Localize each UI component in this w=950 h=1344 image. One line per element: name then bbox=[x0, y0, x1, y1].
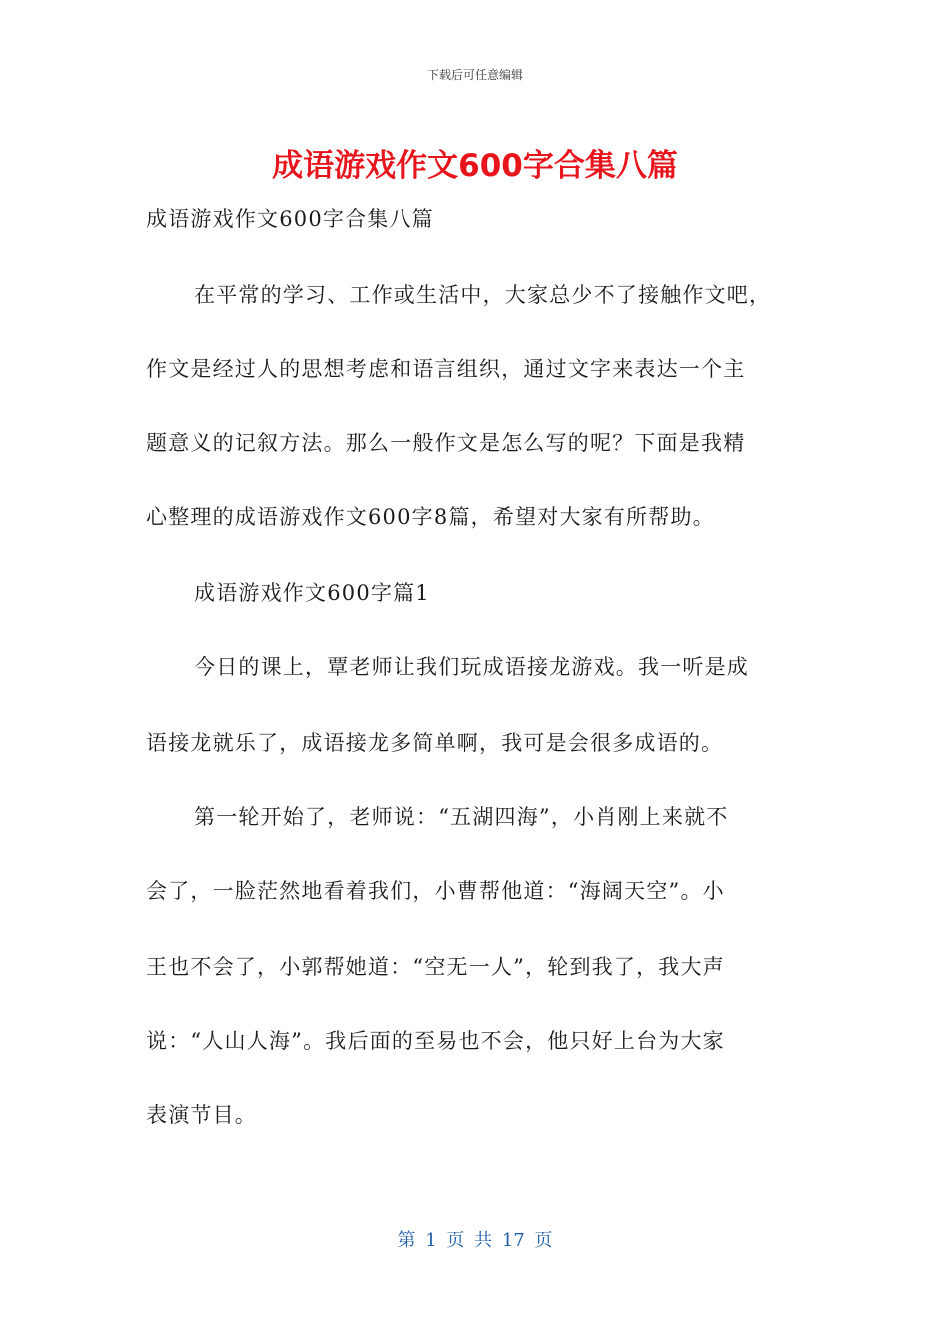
page-number-footer: 第 1 页 共 17 页 bbox=[397, 1230, 553, 1251]
paragraph-line: 语接龙就乐了，成语接龙多简单啊，我可是会很多成语的。 bbox=[146, 731, 724, 755]
paragraph-line: 作文是经过人的思想考虑和语言组织，通过文字来表达一个主 bbox=[146, 357, 746, 381]
document-title: 成语游戏作文600字合集八篇 bbox=[272, 148, 678, 184]
header-note: 下载后可任意编辑 bbox=[426, 68, 523, 82]
paragraph-line: 心整理的成语游戏作文600字8篇，希望对大家有所帮助。 bbox=[146, 505, 715, 529]
paragraph-line: 题意义的记叙方法。那么一般作文是怎么写的呢？下面是我精 bbox=[146, 431, 746, 455]
paragraph-line: 第一轮开始了，老师说：“五湖四海”，小肖刚上来就不 bbox=[194, 805, 729, 829]
paragraph-line: 说：“人山人海”。我后面的至易也不会，他只好上台为大家 bbox=[146, 1029, 725, 1053]
paragraph-line: 在平常的学习、工作或生活中，大家总少不了接触作文吧， bbox=[194, 283, 772, 307]
paragraph-line: 今日的课上，覃老师让我们玩成语接龙游戏。我一听是成 bbox=[194, 655, 749, 679]
paragraph-line: 会了，一脸茫然地看着我们，小曹帮他道：“海阔天空”。小 bbox=[146, 879, 725, 903]
paragraph-line: 王也不会了，小郭帮她道：“空无一人”，轮到我了，我大声 bbox=[146, 955, 725, 979]
section-heading: 成语游戏作文600字篇1 bbox=[194, 581, 430, 605]
paragraph-line: 表演节目。 bbox=[146, 1103, 257, 1127]
subtitle-line: 成语游戏作文600字合集八篇 bbox=[146, 207, 434, 231]
